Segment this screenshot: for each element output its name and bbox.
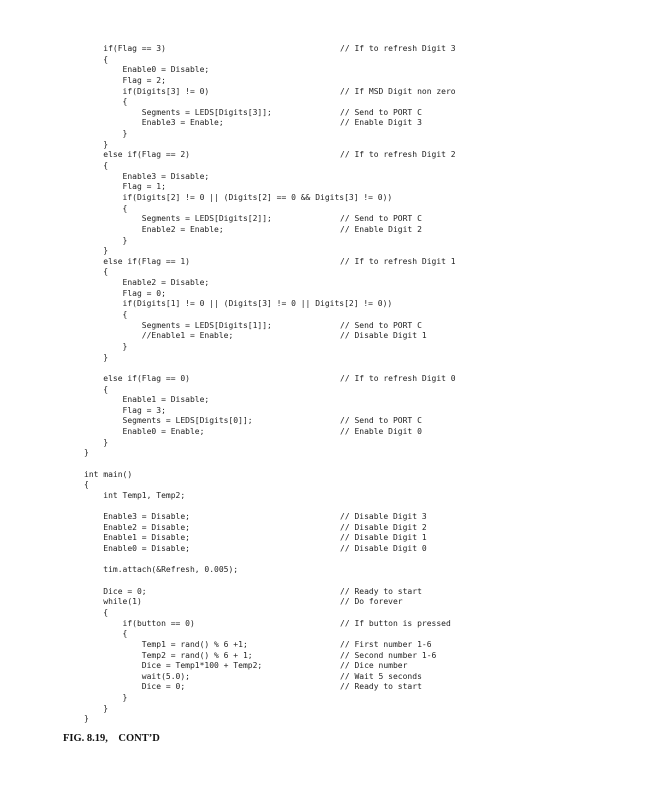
code-line xyxy=(84,619,624,630)
code-line xyxy=(84,587,624,598)
code-line xyxy=(84,214,624,225)
code-text: Flag = 1; xyxy=(84,182,166,192)
code-line xyxy=(84,502,624,513)
code-text: int Temp1, Temp2; xyxy=(84,490,186,500)
code-line xyxy=(84,544,624,555)
code-text: Enable0 = Disable; xyxy=(84,544,190,554)
code-text: Enable3 = Disable; xyxy=(84,171,210,181)
code-text: } xyxy=(84,246,109,256)
code-line xyxy=(84,704,624,715)
code-text: tim.attach(&Refresh, 0.005); xyxy=(84,565,239,575)
code-text: else if(Flag == 2) xyxy=(84,150,190,160)
code-line xyxy=(84,385,624,396)
code-line xyxy=(84,44,624,55)
code-text: } xyxy=(84,714,89,724)
code-comment: // First number 1-6 xyxy=(340,639,432,649)
code-line xyxy=(84,640,624,651)
code-text: } xyxy=(84,139,109,149)
code-text: Flag = 3; xyxy=(84,405,166,415)
code-text: if(Digits[2] != 0 || (Digits[2] == 0 && Digits[3] != 0)) xyxy=(84,192,393,202)
code-text: if(Digits[1] != 0 || (Digits[3] != 0 || Digits[2] != 0)) xyxy=(84,299,393,309)
code-line xyxy=(84,363,624,374)
code-text: Flag = 2; xyxy=(84,75,166,85)
code-line xyxy=(84,651,624,662)
code-text: Enable1 = Disable; xyxy=(84,533,190,543)
code-comment: // Do forever xyxy=(340,597,403,607)
code-line xyxy=(84,257,624,268)
code-line xyxy=(84,565,624,576)
code-line xyxy=(84,55,624,66)
code-comment: // Send to PORT C xyxy=(340,320,422,330)
code-line xyxy=(84,480,624,491)
code-comment: // Second number 1-6 xyxy=(340,650,437,660)
code-line xyxy=(84,693,624,704)
code-text: { xyxy=(84,97,128,107)
code-line xyxy=(84,129,624,140)
code-comment: // Disable Digit 1 xyxy=(340,533,427,543)
code-text: Temp1 = rand() % 6 +1; xyxy=(84,639,248,649)
code-comment: // Send to PORT C xyxy=(340,416,422,426)
code-text: Enable3 = Disable; xyxy=(84,512,190,522)
code-comment: // Dice number xyxy=(340,661,408,671)
code-text: } xyxy=(84,341,128,351)
code-line xyxy=(84,65,624,76)
code-text: { xyxy=(84,267,109,277)
code-text: if(button == 0) xyxy=(84,618,195,628)
code-text: } xyxy=(84,235,128,245)
code-text: Segments = LEDS[Digits[1]]; xyxy=(84,320,272,330)
figure-caption: FIG. 8.19, CONT’D xyxy=(63,733,160,744)
code-text: Temp2 = rand() % 6 + 1; xyxy=(84,650,253,660)
code-text: else if(Flag == 0) xyxy=(84,373,190,383)
code-text: Dice = 0; xyxy=(84,586,147,596)
code-text: Enable2 = Enable; xyxy=(84,224,224,234)
code-line xyxy=(84,427,624,438)
code-line xyxy=(84,395,624,406)
code-line xyxy=(84,289,624,300)
code-line xyxy=(84,661,624,672)
code-line xyxy=(84,342,624,353)
code-line xyxy=(84,374,624,385)
code-text: Dice = Temp1*100 + Temp2; xyxy=(84,661,263,671)
code-comment: // If to refresh Digit 3 xyxy=(340,44,456,53)
code-text: while(1) xyxy=(84,597,142,607)
code-text: Flag = 0; xyxy=(84,288,166,298)
code-comment: // If to refresh Digit 2 xyxy=(340,150,456,160)
code-line xyxy=(84,225,624,236)
code-comment: // Ready to start xyxy=(340,682,422,692)
code-text: } xyxy=(84,437,109,447)
code-line xyxy=(84,299,624,310)
code-line xyxy=(84,87,624,98)
code-line xyxy=(84,331,624,342)
code-line xyxy=(84,672,624,683)
code-text: int main() xyxy=(84,469,133,479)
code-text: { xyxy=(84,161,109,171)
code-comment: // If button is pressed xyxy=(340,618,451,628)
code-text: Dice = 0; xyxy=(84,682,186,692)
code-text: { xyxy=(84,384,109,394)
code-line xyxy=(84,108,624,119)
code-text: wait(5.0); xyxy=(84,671,190,681)
code-comment: // Ready to start xyxy=(340,586,422,596)
code-line xyxy=(84,555,624,566)
code-line xyxy=(84,204,624,215)
code-line xyxy=(84,118,624,129)
code-line xyxy=(84,438,624,449)
code-line xyxy=(84,491,624,502)
code-line xyxy=(84,140,624,151)
code-line xyxy=(84,182,624,193)
code-text: { xyxy=(84,629,128,639)
code-text: } xyxy=(84,693,128,703)
code-text: Enable0 = Disable; xyxy=(84,65,210,75)
code-comment: // Enable Digit 2 xyxy=(340,224,422,234)
code-line xyxy=(84,406,624,417)
code-text: Enable3 = Enable; xyxy=(84,118,224,128)
code-text: if(Flag == 3) xyxy=(84,44,166,53)
code-line xyxy=(84,512,624,523)
code-comment: // If MSD Digit non zero xyxy=(340,86,456,96)
code-listing xyxy=(84,44,624,725)
code-line xyxy=(84,597,624,608)
code-line xyxy=(84,310,624,321)
code-line xyxy=(84,76,624,87)
code-line xyxy=(84,161,624,172)
code-text: } xyxy=(84,703,109,713)
code-line xyxy=(84,576,624,587)
code-line xyxy=(84,714,624,725)
code-text: Segments = LEDS[Digits[3]]; xyxy=(84,107,272,117)
code-line xyxy=(84,246,624,257)
code-text: Segments = LEDS[Digits[0]]; xyxy=(84,416,253,426)
code-line xyxy=(84,353,624,364)
code-text: Enable2 = Disable; xyxy=(84,278,210,288)
code-line xyxy=(84,470,624,481)
code-comment: // If to refresh Digit 1 xyxy=(340,256,456,266)
code-line xyxy=(84,459,624,470)
code-line xyxy=(84,278,624,289)
code-line xyxy=(84,533,624,544)
code-line xyxy=(84,682,624,693)
code-line xyxy=(84,321,624,332)
code-text: { xyxy=(84,54,109,64)
code-text: { xyxy=(84,480,89,490)
code-line xyxy=(84,629,624,640)
code-text: Enable2 = Disable; xyxy=(84,522,190,532)
code-comment: // Enable Digit 3 xyxy=(340,118,422,128)
code-line xyxy=(84,448,624,459)
code-line xyxy=(84,193,624,204)
code-text: { xyxy=(84,310,128,320)
code-text: { xyxy=(84,607,109,617)
code-comment: // If to refresh Digit 0 xyxy=(340,373,456,383)
code-comment: // Disable Digit 0 xyxy=(340,544,427,554)
code-line xyxy=(84,267,624,278)
code-line xyxy=(84,150,624,161)
code-text: Segments = LEDS[Digits[2]]; xyxy=(84,214,272,224)
code-comment: // Wait 5 seconds xyxy=(340,671,422,681)
code-line xyxy=(84,416,624,427)
code-text: if(Digits[3] != 0) xyxy=(84,86,210,96)
code-text: else if(Flag == 1) xyxy=(84,256,190,266)
code-line xyxy=(84,523,624,534)
code-comment: // Send to PORT C xyxy=(340,214,422,224)
code-text: //Enable1 = Enable; xyxy=(84,331,234,341)
code-line xyxy=(84,608,624,619)
code-comment: // Disable Digit 1 xyxy=(340,331,427,341)
code-text: } xyxy=(84,352,109,362)
code-comment: // Disable Digit 2 xyxy=(340,522,427,532)
code-line xyxy=(84,172,624,183)
code-comment: // Disable Digit 3 xyxy=(340,512,427,522)
code-text: Enable1 = Disable; xyxy=(84,395,210,405)
code-text: Enable0 = Enable; xyxy=(84,427,205,437)
code-line xyxy=(84,97,624,108)
code-comment: // Enable Digit 0 xyxy=(340,427,422,437)
code-text: { xyxy=(84,203,128,213)
code-text: } xyxy=(84,448,89,458)
code-line xyxy=(84,236,624,247)
code-text: } xyxy=(84,129,128,139)
code-comment: // Send to PORT C xyxy=(340,107,422,117)
